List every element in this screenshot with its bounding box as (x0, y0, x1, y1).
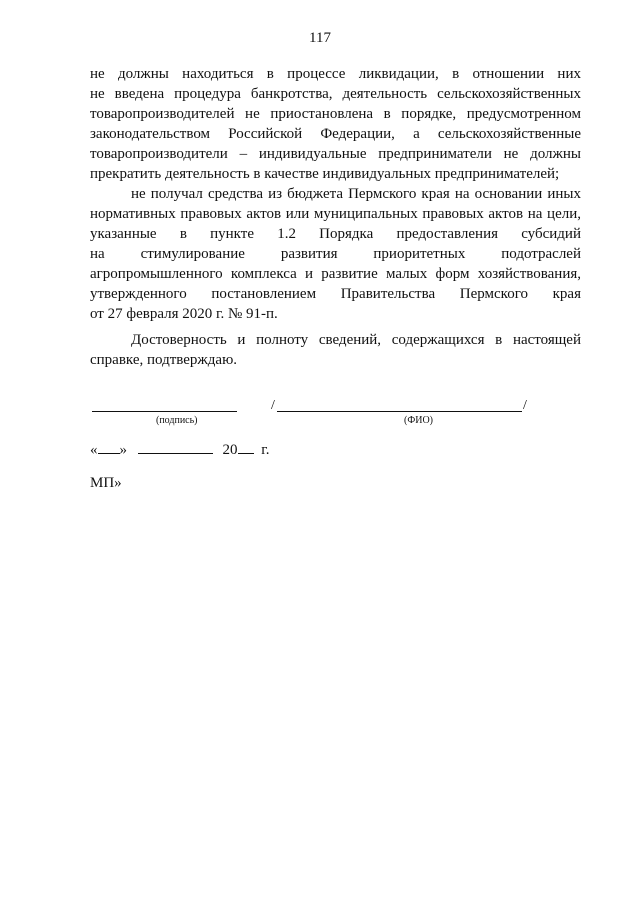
slash-open: / (271, 398, 275, 413)
text-line: на стимулирование развития приоритетных подотраслей (90, 246, 581, 262)
document-body (90, 64, 581, 370)
date-close-quote: » (119, 442, 127, 458)
signature-caption: (подпись) (156, 415, 198, 426)
month-field[interactable] (138, 440, 213, 454)
text-line: агропромышленного комплекса и развитие малых форм хозяйствования, (90, 266, 581, 282)
year-prefix: 20 (222, 442, 238, 458)
day-field[interactable] (98, 440, 120, 454)
text-line: нормативных правовых актов или муниципальных правовых актов на цели, (90, 206, 581, 222)
slash-close: / (523, 398, 527, 413)
fio-caption: (ФИО) (404, 415, 434, 426)
text-line: товаропроизводителей не приостановлена в порядке, предусмотренном (90, 106, 581, 122)
text-line: Достоверность и полноту сведений, содержащихся в настоящей (131, 332, 581, 348)
text-line: справке, подтверждаю. (90, 352, 238, 368)
text-line: не должны находиться в процессе ликвидации, в отношении них (90, 66, 581, 82)
text-line: не введена процедура банкротства, деятельность сельскохозяйственных (90, 86, 581, 102)
page-number: 117 (309, 30, 331, 46)
text-line: не получал средства из бюджета Пермского края на основании иных (131, 186, 581, 202)
text-line: от 27 февраля 2020 г. № 91-п. (90, 306, 278, 322)
year-suffix: г. (261, 442, 270, 458)
text-line: товаропроизводители – индивидуальные предприниматели не должны (90, 146, 581, 162)
date-open-quote: « (90, 442, 98, 458)
text-line: прекратить деятельность в качестве индивидуальных предпринимателей; (90, 166, 560, 182)
date-line (90, 440, 269, 459)
signature-field[interactable] (92, 411, 237, 412)
signature-block (90, 398, 581, 438)
year-field[interactable] (238, 440, 254, 454)
stamp-label: МП» (90, 475, 122, 491)
text-line: указанные в пункте 1.2 Порядка предоставления субсидий (90, 226, 581, 242)
text-line: утвержденного постановлением Правительства Пермского края (90, 286, 581, 302)
text-line: законодательством Российской Федерации, а сельскохозяйственные (90, 126, 581, 142)
fio-field[interactable] (277, 411, 522, 412)
